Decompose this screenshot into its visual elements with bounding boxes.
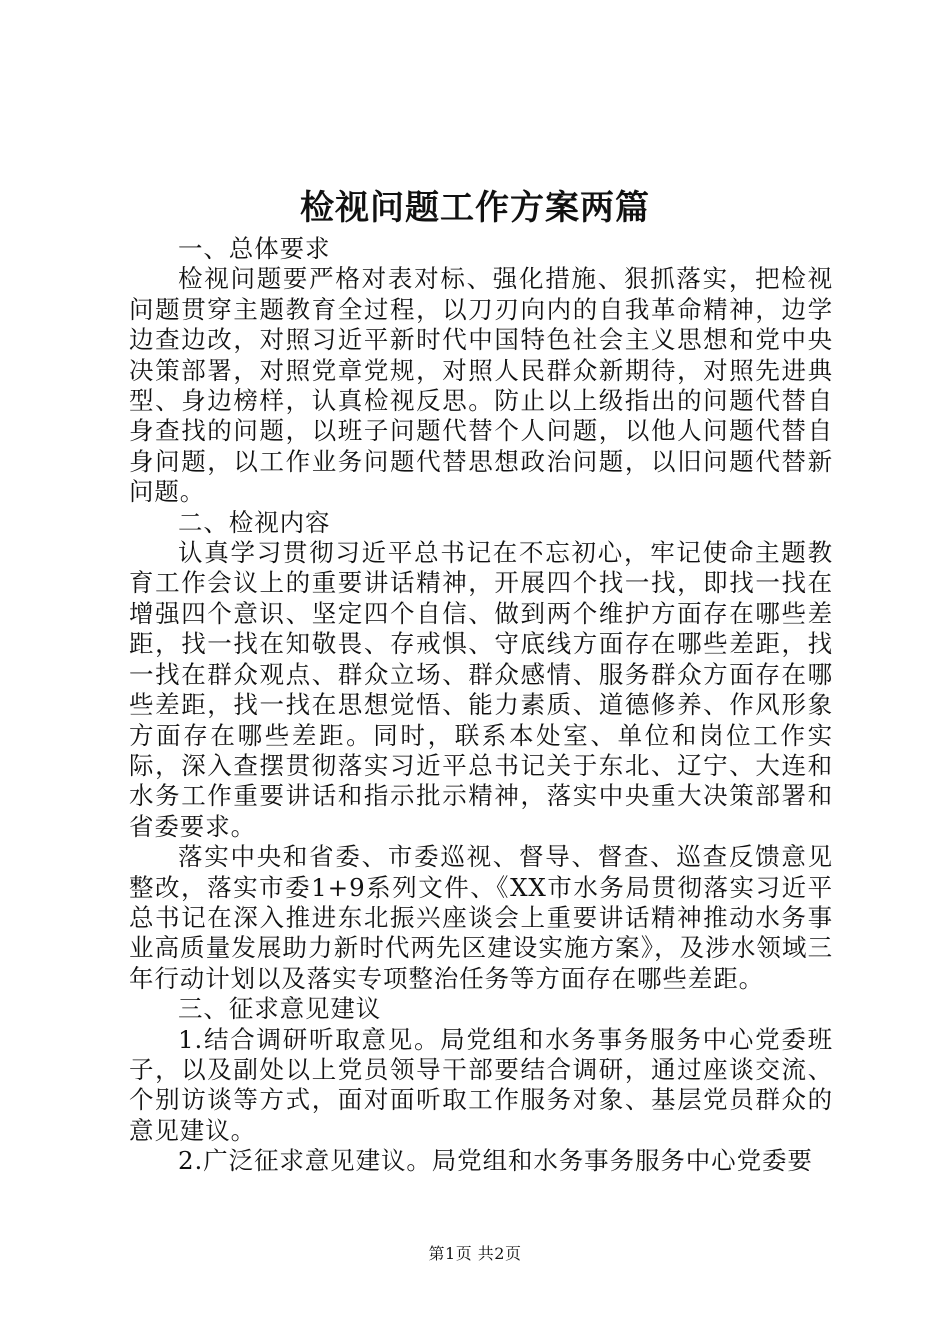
body-paragraph: 2.广泛征求意见建议。局党组和水务事务服务中心党委要 bbox=[178, 1146, 813, 1176]
body-paragraph: 认真学习贯彻习近平总书记在不忘初心，牢记使命主题教育工作会议上的重要讲话精神，开展四个找一找，即找一找在增强四个意识、坚定四个自信、做到两个维护方面存在哪些差距，找一找在知敬畏、存戒惧、守底线方面存在哪些差距，找一找在群众观点、群众立场、群众感情、服务群众方面存在哪些差距，找一找在思想觉悟、能力素质、道德修养、作风形象方面存在哪些差距。同时，联系本处室、单位和岗位工作实际，深入查摆贯彻落实习近平总书记关于东北、辽宁、大连和水务工作重要讲话和指示批示精神，落实中央重大决策部署和省委要求。 bbox=[129, 538, 833, 841]
page-footer: 第1页 共2页 bbox=[428, 1244, 522, 1263]
body-paragraph: 1.结合调研听取意见。局党组和水务事务服务中心党委班子，以及副处以上党员领导干部要结合调研，通过座谈交流、个别访谈等方式，面对面听取工作服务对象、基层党员群众的意见建议。 bbox=[129, 1024, 833, 1145]
body-paragraph: 落实中央和省委、市委巡视、督导、督查、巡查反馈意见整改，落实市委1+9系列文件、《XX市水务局贯彻落实习近平总书记在深入推进东北振兴座谈会上重要讲话精神推动水务事业高质量发展助力新时代两先区建设实施方案》，及涉水领域三年行动计划以及落实专项整治任务等方面存在哪些差距。 bbox=[129, 842, 833, 993]
section-heading: 二、检视内容 bbox=[178, 507, 331, 537]
page-title: 检视问题工作方案两篇 bbox=[300, 188, 650, 228]
section-heading: 一、总体要求 bbox=[178, 234, 331, 263]
body-paragraph: 检视问题要严格对表对标、强化措施、狠抓落实，把检视问题贯穿主题教育全过程，以刀刃向内的自我革命精神，边学边查边改，对照习近平新时代中国特色社会主义思想和党中央决策部署，对照党章党规，对照人民群众新期待，对照先进典型、身边榜样，认真检视反思。防止以上级指出的问题代替自身查找的问题，以班子问题代替个人问题，以他人问题代替自身问题，以工作业务问题代替思想政治问题，以旧问题代替新问题。 bbox=[129, 264, 833, 507]
section-heading: 三、征求意见建议 bbox=[178, 994, 382, 1024]
document-body bbox=[129, 234, 833, 1177]
